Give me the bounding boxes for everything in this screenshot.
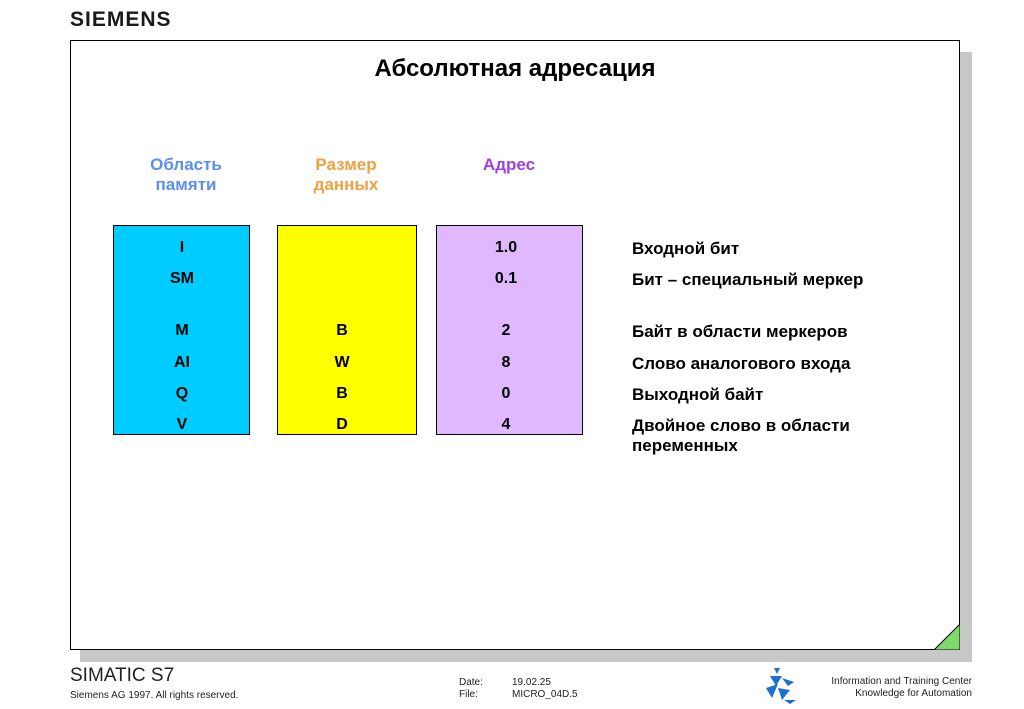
row-description bbox=[632, 270, 863, 290]
row-area: V bbox=[176, 416, 188, 433]
row-size: B bbox=[336, 322, 348, 339]
row-description-line1: Двойное слово в области bbox=[632, 416, 850, 435]
row-address: 1.0 bbox=[494, 239, 518, 256]
footer-training-center bbox=[831, 676, 972, 700]
footer-date-label: Date: bbox=[459, 677, 483, 688]
row-description bbox=[632, 239, 739, 259]
page-corner-icon bbox=[934, 624, 960, 650]
column-header-size bbox=[301, 155, 391, 195]
footer-date-value: 19.02.25 bbox=[512, 677, 551, 688]
footer-file-value: MICRO_04D.5 bbox=[512, 689, 578, 700]
row-area: SM bbox=[170, 270, 194, 287]
row-description bbox=[632, 416, 850, 456]
row-description bbox=[632, 354, 850, 374]
row-description-line1: Выходной байт bbox=[632, 385, 764, 404]
column-header-area-line2: памяти bbox=[155, 175, 217, 194]
row-area: M bbox=[175, 322, 189, 339]
slide-title: Абсолютная адресация bbox=[374, 55, 656, 82]
footer-product: SIMATIC S7 bbox=[70, 665, 175, 686]
row-description-line2: переменных bbox=[632, 436, 738, 455]
row-area: Q bbox=[175, 385, 189, 402]
row-address: 0.1 bbox=[494, 270, 518, 287]
footer-copyright: Siemens AG 1997. All rights reserved. bbox=[70, 690, 239, 701]
column-header-area bbox=[141, 155, 231, 195]
row-area: I bbox=[179, 239, 185, 256]
row-size: B bbox=[336, 385, 348, 402]
row-address: 2 bbox=[501, 322, 511, 339]
row-description-line1: Байт в области меркеров bbox=[632, 322, 848, 341]
footer-file-label: File: bbox=[459, 689, 478, 700]
row-description-line1: Бит – специальный меркер bbox=[632, 270, 864, 289]
footer-center-line1: Information and Training Center bbox=[831, 676, 972, 687]
slide-frame bbox=[70, 40, 960, 650]
row-description bbox=[632, 322, 848, 342]
row-size: D bbox=[336, 416, 348, 433]
row-address: 0 bbox=[501, 385, 511, 402]
column-header-area-line1: Область bbox=[150, 155, 222, 174]
column-header-address bbox=[469, 155, 549, 175]
siemens-logo: SIEMENS bbox=[70, 8, 172, 31]
training-center-logo-icon bbox=[760, 664, 798, 704]
row-description-line1: Слово аналогового входа bbox=[632, 354, 851, 373]
footer-center-line2: Knowledge for Automation bbox=[855, 688, 972, 699]
row-description-line1: Входной бит bbox=[632, 239, 740, 258]
row-description bbox=[632, 385, 763, 405]
row-address: 8 bbox=[501, 354, 511, 371]
row-address: 4 bbox=[501, 416, 511, 433]
row-area: AI bbox=[174, 354, 190, 371]
row-size: W bbox=[334, 354, 350, 371]
column-header-size-line2: данных bbox=[313, 175, 379, 194]
column-header-address-line1: Адрес bbox=[482, 155, 536, 174]
column-header-size-line1: Размер bbox=[315, 155, 377, 174]
